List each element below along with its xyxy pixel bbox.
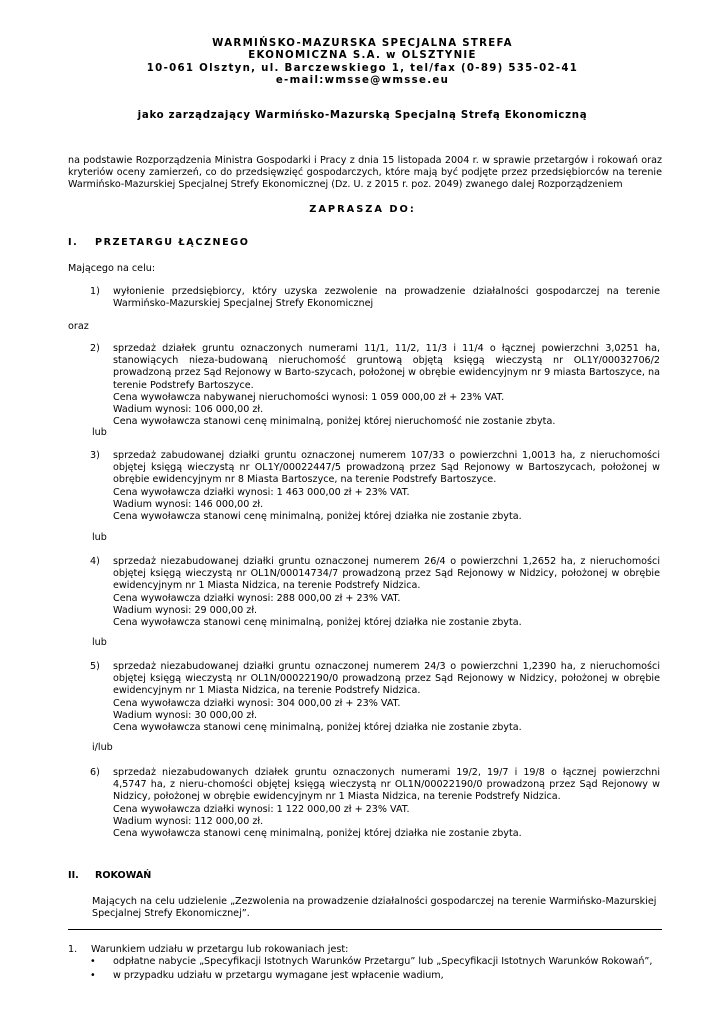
section-2-heading bbox=[68, 870, 151, 882]
bullet-text: odpłatne nabycie „Specyfikacji Istotnych Warunków Przetargu” lub „Specyfikacji Istotnych Warunków Rokowań”, bbox=[113, 956, 653, 967]
bullet-icon: • bbox=[90, 970, 96, 981]
list-item-text: sprzedaż niezabudowanej działki gruntu oznaczonej numerem 24/3 o powierzchni 1,2390 ha, z nieruchomości objętej księgą wieczystą nr OL1N/00022190/0 prowadzoną przez Sąd Rejonowy w Nidzicy, położonej w obrębie ewidencyjnym nr 1 Miasta Nidzica, na terenie Podstrefy Nidzica. bbox=[113, 661, 660, 697]
letterhead-email: e-mail:wmsse@wmsse.eu bbox=[275, 75, 450, 87]
section-1-heading bbox=[68, 237, 250, 249]
list-item-number: 2) bbox=[90, 343, 100, 354]
price-note: Cena wywoławcza stanowi cenę minimalną, poniżej której działka nie zostanie zbyta. bbox=[113, 617, 522, 629]
list-item-3 bbox=[90, 450, 660, 523]
deposit: Wadium wynosi: 106 000,00 zł. bbox=[113, 404, 264, 416]
list-item-text: wyłonienie przedsiębiorcy, który uzyska zezwolenie na prowadzenie działalności gospodarczej na terenie Warmińsko-Mazurskiej Specjalnej Strefy Ekonomicznej bbox=[113, 286, 660, 310]
bullet-text: w przypadku udziału w przetargu wymagane jest wpłacenie wadium, bbox=[113, 970, 444, 981]
starting-price: Cena wywoławcza działki wynosi: 304 000,00 zł + 23% VAT. bbox=[113, 697, 401, 709]
letterhead bbox=[0, 38, 725, 88]
price-note: Cena wywoławcza stanowi cenę minimalną, poniżej której działka nie zostanie zbyta. bbox=[113, 828, 522, 840]
list-item-number: 5) bbox=[90, 661, 100, 672]
intro-paragraph: na podstawie Rozporządzenia Ministra Gospodarki i Pracy z dnia 15 listopada 2004 r. w sprawie przetargów i rokowań oraz kryteriów oceny zamierzeń, co do przedsięwzięć gospodarczych, które mają być podjęte przez przedsiębiorców na terenie Warmińsko-Mazurskiej Specjalnej Strefy Ekonomicznej (Dz. U. z 2015 r. poz. 2049) zwanego dalej Rozporządzeniem bbox=[68, 155, 662, 191]
price-note: Cena wywoławcza stanowi cenę minimalną, poniżej której nieruchomość nie zostanie zbyta. bbox=[113, 416, 556, 428]
deposit: Wadium wynosi: 112 000,00 zł. bbox=[113, 815, 264, 827]
starting-price: Cena wywoławcza działki wynosi: 1 463 000,00 zł + 23% VAT. bbox=[113, 486, 410, 498]
list-item-number: 4) bbox=[90, 556, 100, 567]
aim-label: Mającego na celu: bbox=[68, 263, 156, 274]
separator-lub: lub bbox=[92, 532, 107, 543]
rokowania-paragraph: Mających na celu udzielenie „Zezwolenia na prowadzenie działalności gospodarczej na terenie Warmińsko-Mazurskiej Specjalnej Strefy Ekonomicznej”. bbox=[92, 896, 657, 920]
section-1-number: I. bbox=[68, 237, 79, 248]
conditions-number: 1. bbox=[68, 944, 78, 955]
list-item-4 bbox=[90, 556, 660, 629]
conditions-title: Warunkiem udziału w przetargu lub rokowaniach jest: bbox=[91, 944, 349, 955]
section-2-number: II. bbox=[68, 870, 79, 881]
price-note: Cena wywoławcza stanowi cenę minimalną, poniżej której działka nie zostanie zbyta. bbox=[113, 511, 522, 523]
list-item-text: sprzedaż niezabudowanych działek gruntu oznaczonych numerami 19/2, 19/7 i 19/8 o łącznej powierzchni 4,5747 ha, z nieru-chomości objętej księgą wieczystą nr OL1N/00022190/0 prowadzoną przez Sąd Rejonowy w Nidzicy, położonej w obrębie ewidencyjnym nr 1 Miasta Nidzica, na terenie Podstrefy Nidzica. bbox=[113, 767, 660, 803]
separator-i-lub: i/lub bbox=[92, 742, 113, 753]
section-2-title: ROKOWAŃ bbox=[95, 870, 152, 881]
divider bbox=[68, 929, 662, 930]
subheading: jako zarządzający Warmińsko-Mazurską Specjalną Strefą Ekonomiczną bbox=[137, 110, 588, 121]
list-item-6 bbox=[90, 767, 660, 840]
deposit: Wadium wynosi: 146 000,00 zł. bbox=[113, 498, 264, 510]
list-item-text: sprzedaż niezabudowanej działki gruntu oznaczonej numerem 26/4 o powierzchni 1,2652 ha, z nieruchomości objętej księgą wieczystą nr OL1N/00014734/7 prowadzoną przez Sąd Rejonowy w Nidzicy, położonej w obrębie ewidencyjnym nr 1 Miasta Nidzica, na terenie Podstrefy Nidzica. bbox=[113, 556, 660, 592]
list-item-number: 3) bbox=[90, 450, 100, 461]
section-1-title: PRZETARGU ŁĄCZNEGO bbox=[95, 237, 250, 248]
deposit: Wadium wynosi: 30 000,00 zł. bbox=[113, 709, 258, 721]
starting-price: Cena wywoławcza nabywanej nieruchomości wynosi: 1 059 000,00 zł + 23% VAT. bbox=[113, 391, 505, 403]
list-item-text: sprzedaż działek gruntu oznaczonych numerami 11/1, 11/2, 11/3 i 11/4 o łącznej powierzchni 3,0251 ha, stanowiących nieza-budowaną nieruchomość gruntową objętą księgą wieczystą nr OL1Y/00032706/2 prowadzoną przez Sąd Rejonowy w Barto-szycach, położonej w obrębie ewidencyjnym nr 9 miasta Bartoszyce, na terenie Podstrefy Bartoszyce. bbox=[113, 343, 660, 391]
list-item-text: sprzedaż zabudowanej działki gruntu oznaczonej numerem 107/33 o powierzchni 1,0013 ha, z nieruchomości objętej księgą wieczystą nr OL1Y/00022447/5 prowadzoną przez Sąd Rejonowy w Bartoszycach, położonej w obrębie ewidencyjnym nr 8 Miasta Bartoszyce, na terenie Podstrefy Bartoszyce. bbox=[113, 450, 660, 486]
separator-lub: lub bbox=[92, 427, 107, 438]
letterhead-line-2: EKONOMICZNA S.A. w OLSZTYNIE bbox=[248, 50, 477, 62]
bullet-item bbox=[90, 956, 652, 968]
oraz-label: oraz bbox=[68, 321, 89, 332]
price-note: Cena wywoławcza stanowi cenę minimalną, poniżej której działka nie zostanie zbyta. bbox=[113, 722, 522, 734]
bullet-item bbox=[90, 970, 444, 982]
deposit: Wadium wynosi: 29 000,00 zł. bbox=[113, 604, 258, 616]
list-item-1 bbox=[90, 286, 660, 310]
bullet-icon: • bbox=[90, 956, 96, 967]
starting-price: Cena wywoławcza działki wynosi: 1 122 000,00 zł + 23% VAT. bbox=[113, 803, 410, 815]
conditions-item bbox=[68, 944, 662, 956]
separator-lub: lub bbox=[92, 637, 107, 648]
invitation-heading: ZAPRASZA DO: bbox=[309, 204, 416, 215]
starting-price: Cena wywoławcza działki wynosi: 288 000,00 zł + 23% VAT. bbox=[113, 592, 401, 604]
list-item-number: 1) bbox=[90, 286, 100, 297]
letterhead-address: 10-061 Olsztyn, ul. Barczewskiego 1, tel/fax (0-89) 535-02-41 bbox=[146, 62, 579, 74]
list-item-2 bbox=[90, 343, 660, 428]
list-item-number: 6) bbox=[90, 767, 100, 778]
letterhead-line-1: WARMIŃSKO-MAZURSKA SPECJALNA STREFA bbox=[212, 38, 513, 49]
list-item-5 bbox=[90, 661, 660, 734]
